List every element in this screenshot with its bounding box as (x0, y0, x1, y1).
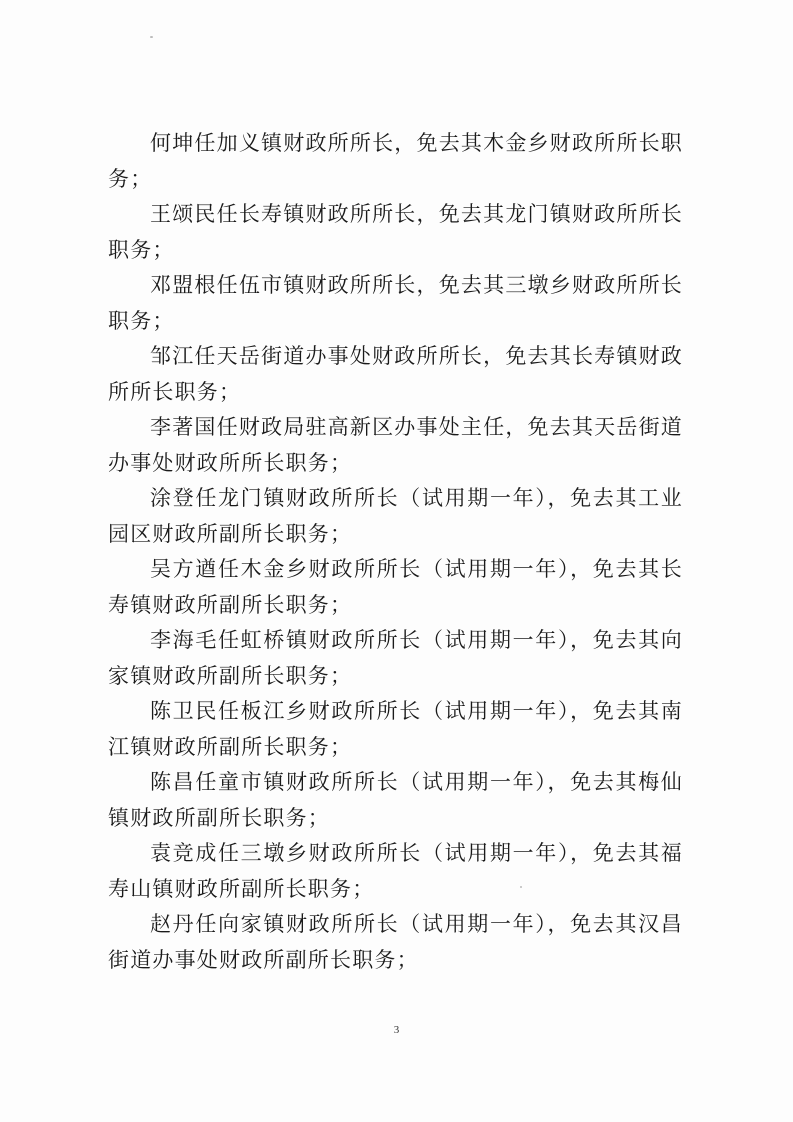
appointment-paragraph: 邹江任天岳街道办事处财政所所长，免去其长寿镇财政所所长职务； (108, 344, 683, 404)
appointment-paragraph: 陈昌任童市镇财政所所长（试用期一年），免去其梅仙镇财政所副所长职务； (108, 770, 683, 830)
document-body (108, 126, 683, 978)
appointment-paragraph: 何坤任加义镇财政所所长，免去其木金乡财政所所长职务； (108, 131, 683, 191)
scan-speck (150, 36, 153, 38)
appointment-paragraph: 袁竞成任三墩乡财政所所长（试用期一年），免去其福寿山镇财政所副所长职务； (108, 841, 683, 901)
appointment-paragraph: 王颂民任长寿镇财政所所长，免去其龙门镇财政所所长职务； (108, 202, 683, 262)
appointment-paragraph: 李海毛任虹桥镇财政所所长（试用期一年），免去其向家镇财政所副所长职务； (108, 628, 683, 688)
appointment-paragraph: 李著国任财政局驻高新区办事处主任，免去其天岳街道办事处财政所所长职务； (108, 415, 683, 475)
appointment-paragraph: 涂登任龙门镇财政所所长（试用期一年），免去其工业园区财政所副所长职务； (108, 486, 683, 546)
appointment-paragraph: 陈卫民任板江乡财政所所长（试用期一年），免去其南江镇财政所副所长职务； (108, 699, 683, 759)
appointment-paragraph: 吴方遒任木金乡财政所所长（试用期一年），免去其长寿镇财政所副所长职务； (108, 557, 683, 617)
page-number: 3 (393, 1024, 400, 1036)
appointment-paragraph: 邓盟根任伍市镇财政所所长，免去其三墩乡财政所所长职务； (108, 273, 683, 333)
appointment-paragraph: 赵丹任向家镇财政所所长（试用期一年），免去其汉昌街道办事处财政所副所长职务； (108, 912, 683, 972)
